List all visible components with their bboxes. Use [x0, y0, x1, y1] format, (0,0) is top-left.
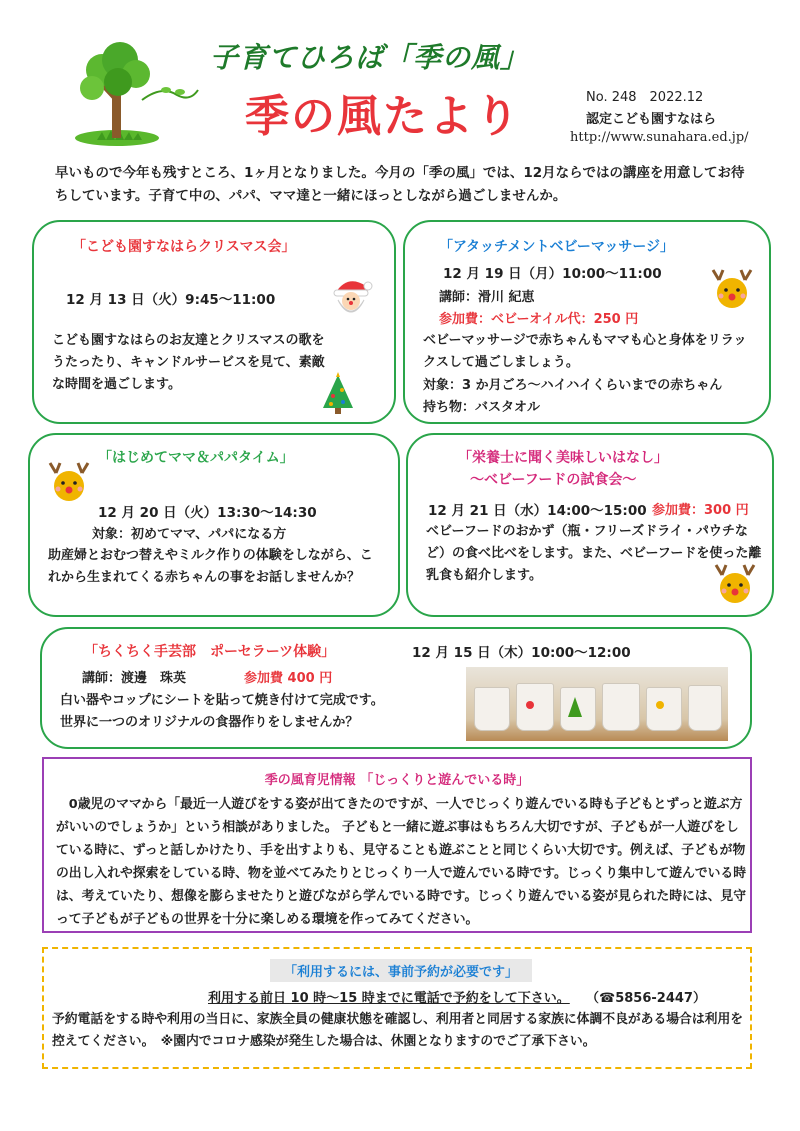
event-first-parents — [28, 433, 400, 617]
event-datetime: 12 月 21 日（水）14:00～15:00 — [428, 503, 647, 519]
reindeer-icon — [712, 561, 758, 611]
event-lecturer: 講師：渡邊 珠英 — [82, 671, 187, 686]
event-items: 持ち物：バスタオル — [423, 400, 541, 415]
event-description: ベビーフードのおかず（瓶・フリーズドライ・パウチなど）の食べ比べをします。また、ベビーフードを使った離乳食も紹介します。 — [426, 524, 762, 583]
tree-illustration — [62, 40, 202, 150]
event-description: ベビーマッサージで赤ちゃんもママも心と身体をリラックスして過ごしましょう。 — [423, 333, 747, 370]
phone-number[interactable]: （☎5856-2447） — [586, 991, 706, 1006]
event-baby-massage — [403, 220, 771, 424]
christmas-tree-icon — [319, 372, 357, 420]
header-subtitle: 子育てひろば「季の風」 — [210, 41, 530, 74]
event-fee: 参加費 400 円 — [244, 671, 333, 686]
info-title: 季の風育児情報 「じっくりと遊んでいる時」 — [264, 773, 530, 788]
intro-text: 早いもので今年も残すところ、1ヶ月となりました。今月の「季の風」では、12月ならではの講座を用意してお待ちしています。子育て中の、パパ、ママ達と一緒にほっとしながら過ごしませんか。 — [55, 165, 745, 204]
porcelain-mugs-photo — [466, 667, 728, 741]
event-description: 白い器やコップにシートを貼って焼き付けて完成です。 — [60, 693, 384, 708]
info-body: 0歳児のママから「最近一人遊びをする姿が出てきたのですが、一人でじっくり遊んでいる時も子どもとずっと遊ぶ方がいいのでしょうか」という相談がありました。 子どもと一緒に遊ぶ事はもちろん大切ですが、子どもが一人遊びをしている時に、ずっと話しかけたり、手を出すよりも、見守ることも遊ぶことと同じくらい大切です。例えば、子どもが物の出し入れや探索をしている時、物を並べてみたりとじっくり一人で遊んでいる時です。じっくり集中して遊んでいる時は、考えていたり、想像を膨らませたりと遊びながら学んでいる時です。じっくり遊んでいる姿が見られた時には、見守って子どもが子どもの世界を十分に楽しめる環境を作ってみてください。 — [56, 797, 747, 927]
reservation-notice-box — [42, 947, 752, 1069]
event-datetime: 12 月 13 日（火）9:45～11:00 — [66, 292, 276, 308]
issue-number: No. 248 2022.12 — [586, 90, 704, 105]
event-fee: 参加費：300 円 — [652, 503, 749, 518]
notice-title: 「利用するには、事前予約が必要です」 — [270, 959, 532, 982]
event-description: こども園すなはらのお友達とクリスマスの歌をうたったり、キャンドルサービスを見て、素敵な時間を過ごします。 — [52, 333, 325, 392]
event-title: 「ちくちく手芸部 ポーセラーツ体験」 — [84, 644, 336, 660]
event-datetime: 12 月 19 日（月）10:00～11:00 — [443, 266, 662, 282]
event-datetime: 12 月 20 日（火）13:30～14:30 — [98, 505, 317, 521]
event-description: 助産婦とおむつ替えやミルク作りの体験をしながら、これから生まれてくる赤ちゃんの事をお話しませんか？ — [48, 548, 373, 585]
event-lecturer: 講師：滑川 紀恵 — [439, 290, 535, 305]
event-christmas — [32, 220, 396, 424]
event-porcelarts — [40, 627, 752, 749]
event-target: 対象：初めてママ、パパになる方 — [92, 527, 287, 542]
notice-body: 予約電話をする時や利用の当日に、家族全員の健康状態を確認し、利用者と同居する家族に体調不良がある場合は利用を控えてください。 ※園内でコロナ感染が発生した場合は、休園となりますのでご了承下さい。 — [52, 1012, 744, 1049]
santa-icon — [328, 272, 374, 322]
organization-name: 認定こども園すなはら — [586, 112, 717, 127]
event-datetime: 12 月 15 日（木）10:00～12:00 — [412, 645, 631, 661]
event-title: 「こども園すなはらクリスマス会」 — [72, 239, 296, 255]
event-description: 世界に一つのオリジナルの食器作りをしませんか？ — [60, 715, 359, 730]
event-title: 「はじめてママ＆パパタイム」 — [98, 450, 294, 466]
event-title: 「アタッチメントベビーマッサージ」 — [439, 239, 675, 255]
event-title: 「栄養士に聞く美味しいはなし」 — [458, 450, 668, 466]
event-nutrition — [406, 433, 774, 617]
event-target: 対象：3 か月ごろ～ハイハイくらいまでの赤ちゃん — [423, 378, 723, 393]
website-url[interactable]: http://www.sunahara.ed.jp/ — [570, 130, 749, 145]
childcare-info-box — [42, 757, 752, 933]
event-subtitle: ～ベビーフードの試食会～ — [470, 472, 637, 488]
notice-instruction: 利用する前日 10 時～15 時までに電話で予約をして下さい。 — [208, 991, 570, 1006]
header-title: 季の風たより — [245, 91, 521, 142]
reindeer-icon — [46, 459, 92, 509]
reindeer-icon — [709, 266, 755, 316]
event-fee: 参加費：ベビーオイル代：250 円 — [439, 312, 639, 327]
